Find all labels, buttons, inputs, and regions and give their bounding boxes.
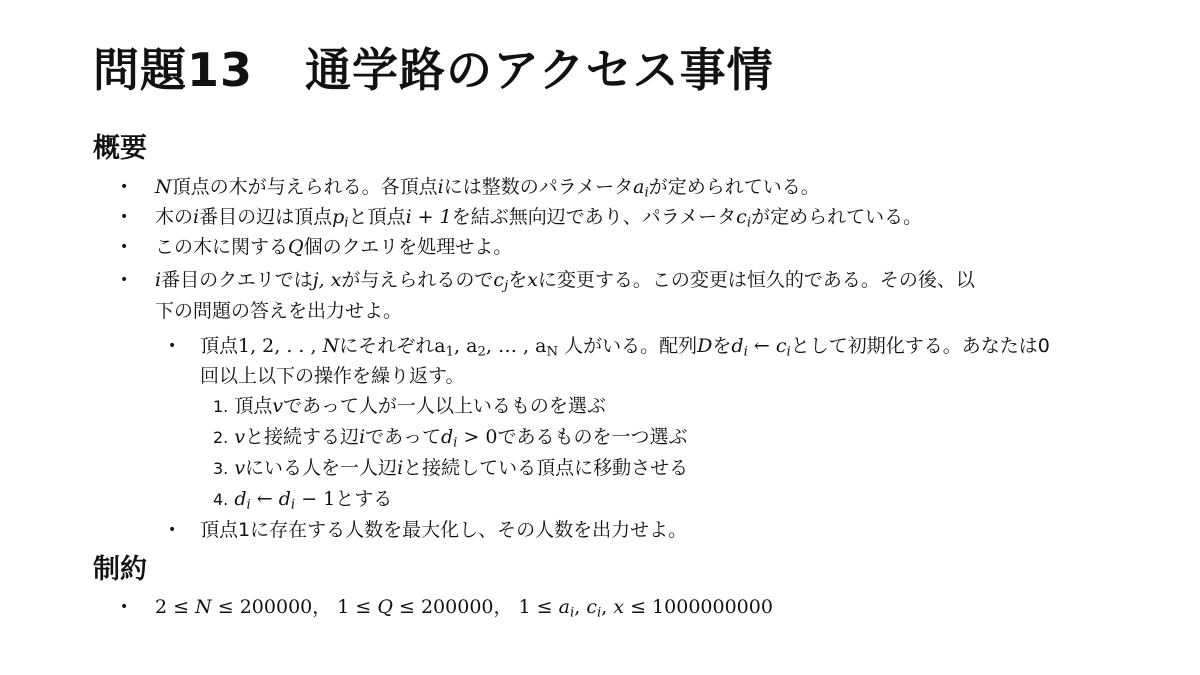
title-main: 通学路のアクセス事情 bbox=[305, 43, 774, 97]
page-title bbox=[93, 34, 774, 100]
bullet-3: • bbox=[120, 239, 129, 255]
overview-item-4: i番目のクエリではj, xが与えられるので$c_j$をxに変更する。この変更は恒久的である。その後、以 bbox=[155, 269, 975, 294]
constraints-heading: 制約 bbox=[93, 554, 147, 585]
step-2: 2. vと接続する辺iであって$d_i > 0$であるものを一つ選ぶ bbox=[213, 426, 688, 451]
bullet-2: • bbox=[120, 209, 129, 225]
overview-heading: 概要 bbox=[93, 133, 147, 164]
step-4: 4. $d_i$ ← $d_i - 1$とする bbox=[213, 488, 393, 513]
sub-item-2: 頂点1に存在する人数を最大化し、その人数を出力せよ。 bbox=[200, 519, 688, 541]
constraint-bullet: • bbox=[120, 599, 129, 615]
bullet-4: • bbox=[120, 272, 129, 288]
step-1: 1. 頂点vであって人が一人以上いるものを選ぶ bbox=[213, 395, 606, 417]
sub-item-1-cont: 回以上以下の操作を繰り返す。 bbox=[200, 365, 465, 387]
bullet-1: • bbox=[120, 179, 129, 195]
sub-bullet-1: • bbox=[168, 338, 177, 354]
overview-item-1: N頂点の木が与えられる。各頂点iには整数のパラメータ$a_i$が定められている。 bbox=[155, 176, 820, 201]
step-3: 3. vにいる人を一人辺iと接続している頂点に移動させる bbox=[213, 457, 689, 479]
sub-item-1: 頂点1, 2, . . , Nにそれぞれ$a_1$, $a_2$, … , $a_N$ 人がいる。配列Dを$d_i$ ← $c_i$として初期化する。あなたは0 bbox=[200, 335, 1050, 360]
constraint-item: 2 ≤ N ≤ 200000， 1 ≤ Q ≤ 200000， $1 \le a_i$, $c_i$, x ≤ 1000000000 bbox=[155, 596, 773, 621]
overview-item-4-cont: 下の問題の答えを出力せよ。 bbox=[155, 300, 403, 322]
overview-item-2: 木のi番目の辺は頂点$p_i$と頂点i + 1を結ぶ無向辺であり、パラメータ$c_i$が定められている。 bbox=[155, 206, 923, 231]
overview-item-3: この木に関するQ個のクエリを処理せよ。 bbox=[155, 236, 513, 258]
title-prefix: 問題13 bbox=[93, 43, 254, 97]
sub-bullet-2: • bbox=[168, 522, 177, 538]
